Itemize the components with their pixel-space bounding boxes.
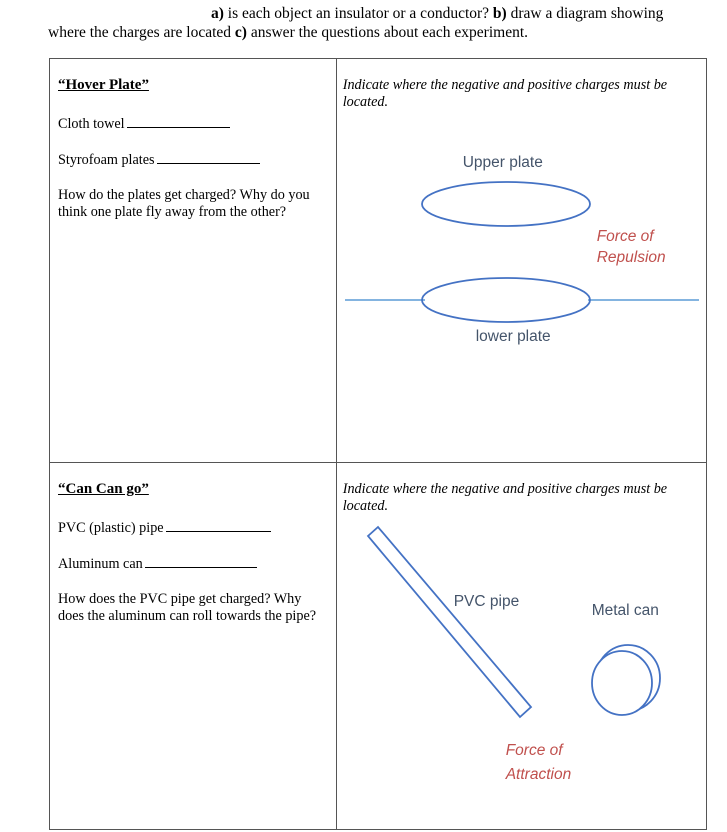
experiment-question: How do the plates get charged? Why do you think one plate fly away from the other? (58, 187, 310, 220)
upper-plate-label: Upper plate (462, 154, 543, 171)
experiment-row-hover-plate (50, 59, 707, 463)
can-can-go-questions-cell (50, 463, 337, 830)
can-can-go-diagram-cell[interactable] (336, 463, 706, 830)
answer-blank[interactable] (166, 519, 271, 532)
instructions-header (18, 4, 708, 42)
lower-plate-shape (422, 278, 590, 322)
diagram-instruction: Indicate where the negative and positive charges must be located. (342, 77, 668, 110)
force-label-line-1: Force of (596, 228, 654, 245)
instructions-line-1 (18, 4, 708, 23)
material-name: Cloth towel (58, 116, 125, 132)
experiment-question: How does the PVC pipe get charged? Why does the aluminum can roll towards the pipe? (58, 591, 317, 624)
worksheet-table (49, 58, 707, 830)
metal-can-label: Metal can (591, 602, 659, 619)
hover-plate-diagram-cell[interactable] (336, 59, 706, 463)
lower-plate-label: lower plate (475, 328, 551, 345)
experiment-title: “Hover Plate” (58, 77, 149, 93)
upper-plate-shape (422, 182, 590, 226)
material-line (58, 151, 328, 169)
hover-plate-questions-cell (50, 59, 337, 463)
force-label-line-1: Force of (505, 742, 563, 759)
force-label-line-2: Repulsion (596, 249, 666, 266)
material-line (58, 115, 328, 133)
part-c-label: c) (234, 24, 247, 41)
material-line (58, 519, 328, 537)
metal-can-front-shape (592, 651, 652, 715)
material-line (58, 555, 328, 573)
force-label-line-2: Attraction (505, 766, 572, 783)
pvc-pipe-label: PVC pipe (453, 593, 520, 610)
material-name: PVC (plastic) pipe (58, 520, 164, 536)
part-c-text: answer the questions about each experiment. (246, 24, 529, 41)
force-of-repulsion-label (597, 226, 666, 268)
diagram-instruction: Indicate where the negative and positive charges must be located. (342, 481, 668, 514)
pvc-pipe-shape (368, 527, 531, 717)
part-a-label: a) (211, 5, 224, 22)
answer-blank[interactable] (127, 115, 230, 128)
experiment-title: “Can Can go” (58, 481, 149, 497)
instructions-line-2 (18, 23, 708, 42)
material-name: Aluminum can (58, 556, 143, 572)
part-b-label: b) (492, 5, 507, 22)
part-a-text: is each object an insulator or a conductor? (223, 5, 493, 22)
material-name: Styrofoam plates (58, 152, 155, 168)
experiment-row-can-can-go (50, 463, 707, 830)
answer-blank[interactable] (157, 151, 260, 164)
answer-blank[interactable] (145, 555, 257, 568)
part-b-text: draw a diagram showing (506, 5, 664, 22)
force-of-attraction-label (506, 739, 571, 787)
part-b-text-cont: where the charges are located (48, 24, 235, 41)
